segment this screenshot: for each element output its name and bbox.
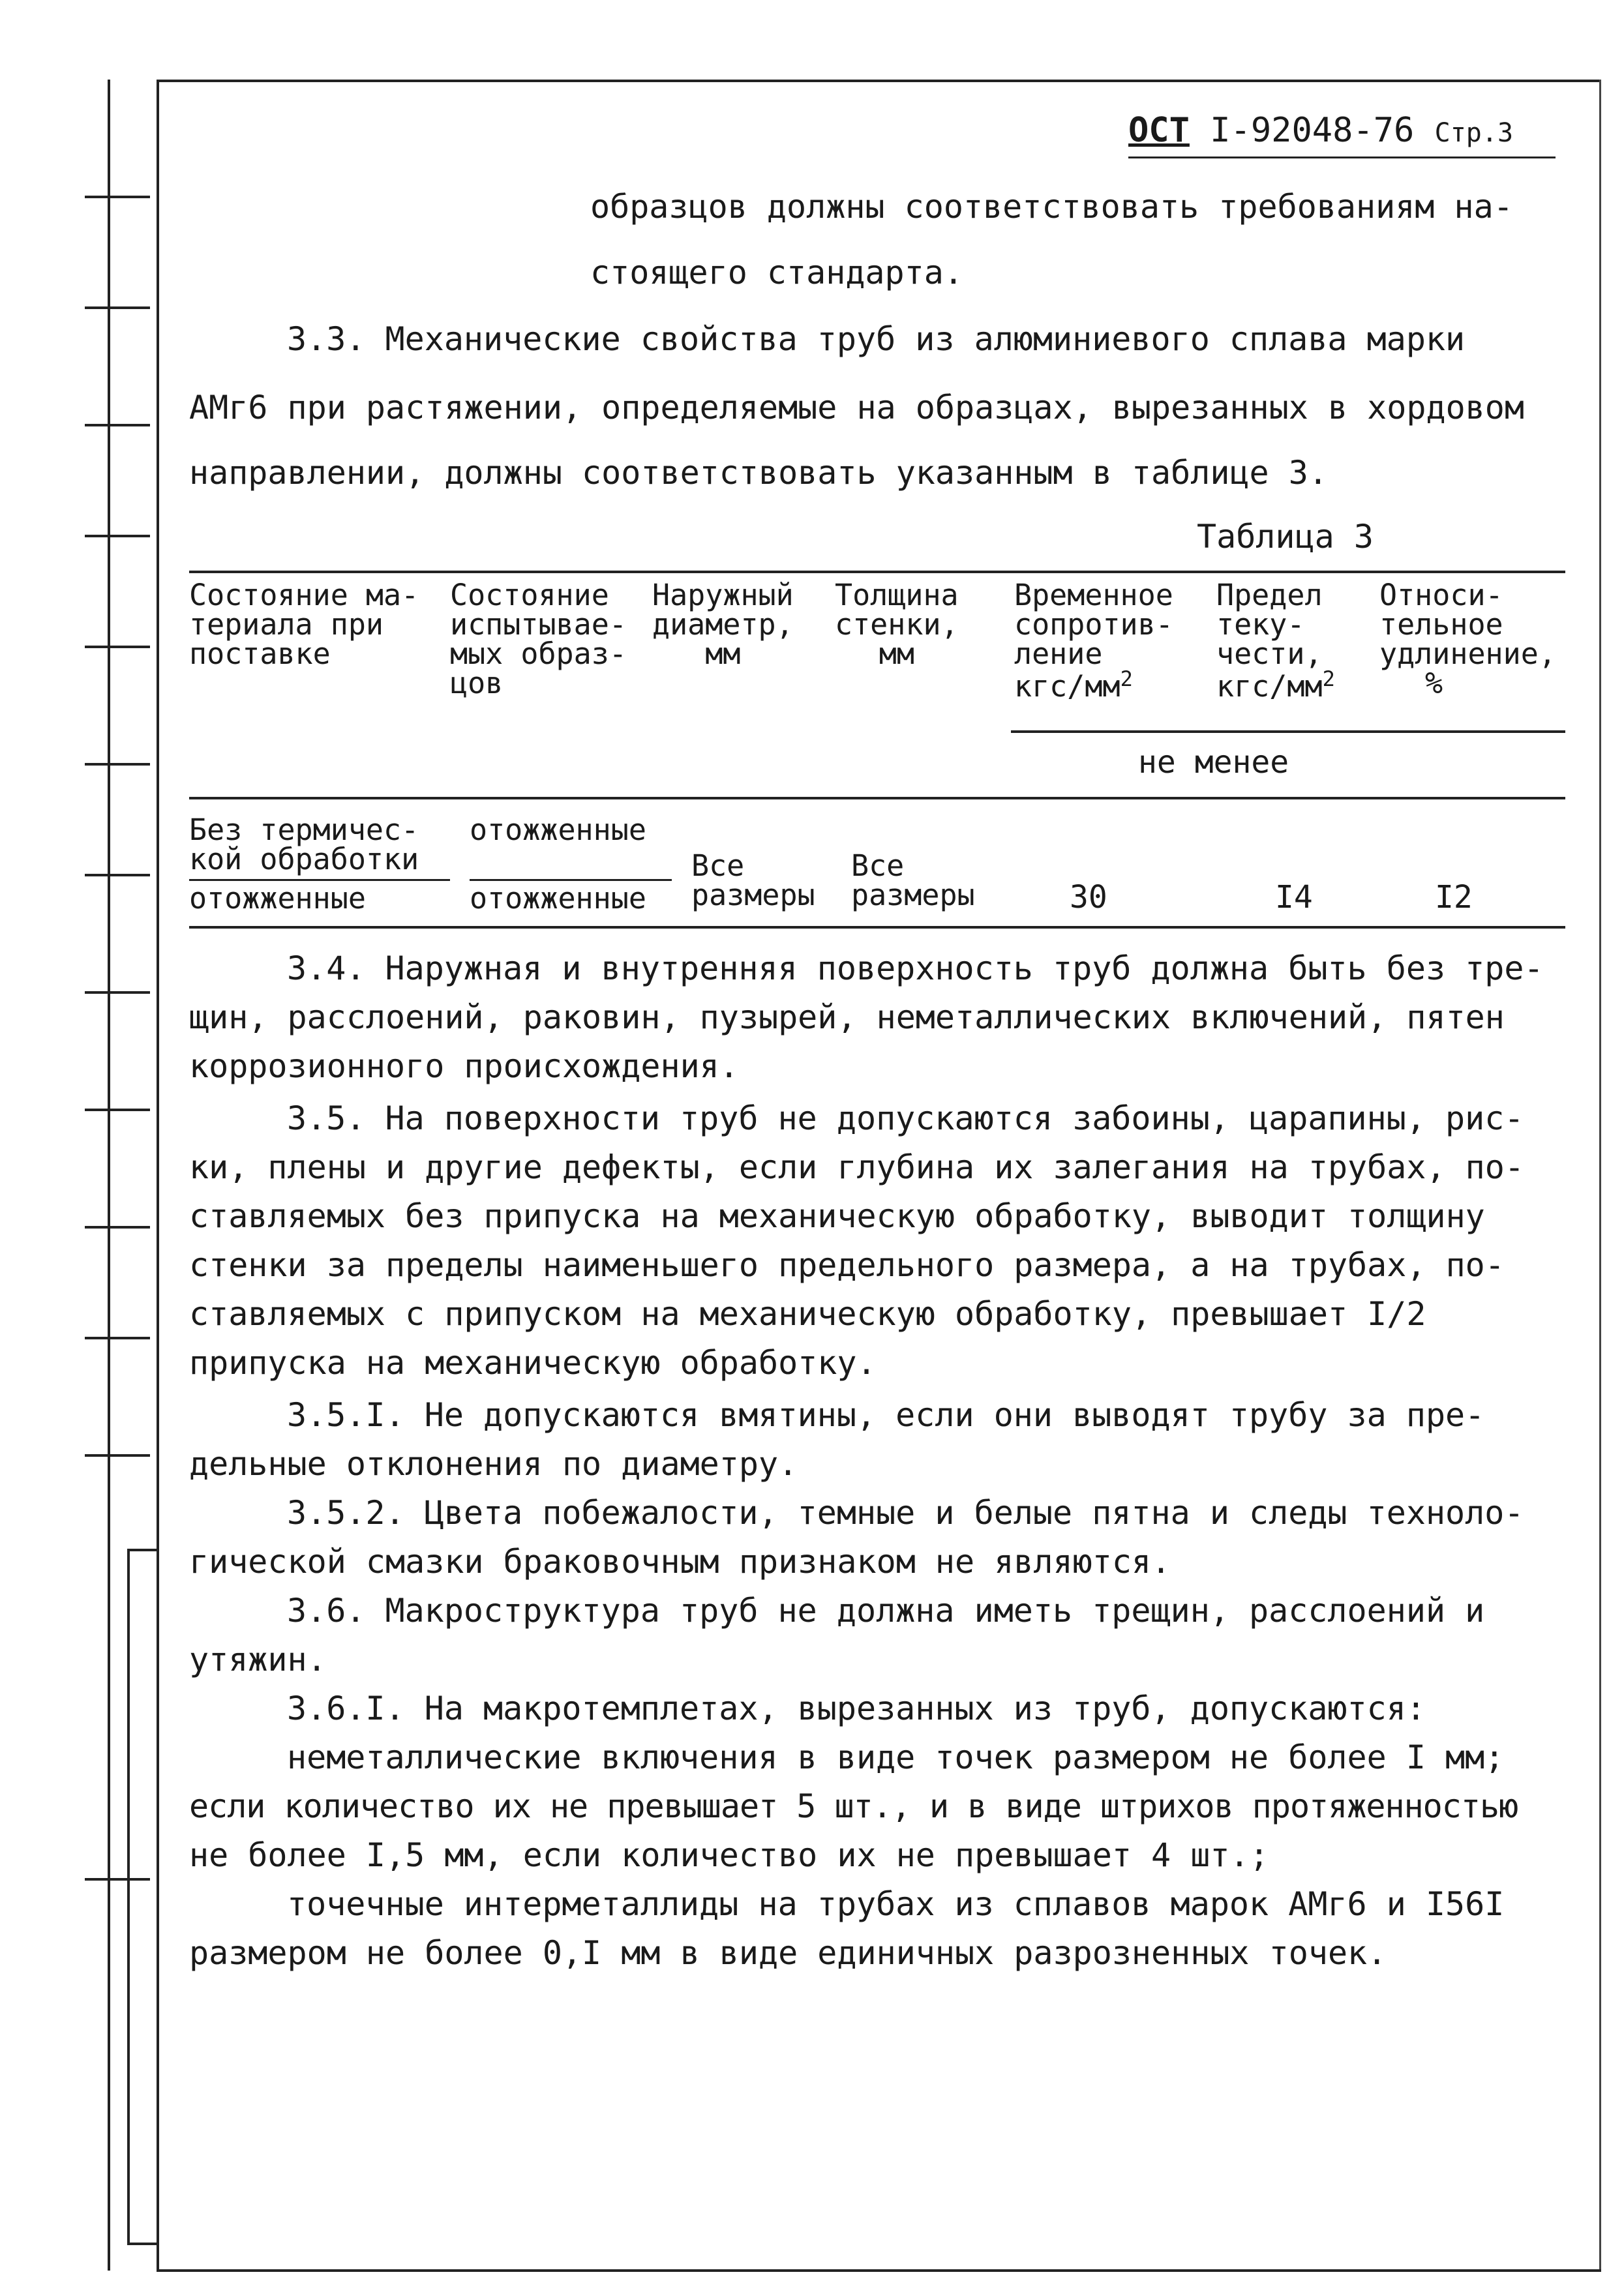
header-col-tensile-strength: Временное сопротив- ление кгс/$мм^2$	[1014, 578, 1173, 704]
header-underline	[1128, 157, 1556, 158]
frame-right-border	[1599, 80, 1601, 2271]
text-line: ставляемых с припуском на механическую обработку, превышает I/2	[189, 1295, 1426, 1333]
row2-material-state: отожженные	[189, 881, 366, 916]
text-line: гической смазки браковочным признаком не являются.	[189, 1543, 1171, 1581]
text-line: дельные отклонения по диаметру.	[189, 1445, 798, 1483]
text-line: стоящего стандарта.	[590, 254, 963, 291]
margin-tick	[85, 874, 150, 876]
row1-sample-state: отожженные	[470, 813, 646, 847]
margin-tick	[85, 763, 150, 766]
text-line: 3.5.I. Не допускаются вмятины, если они выводят трубу за пре-	[287, 1396, 1485, 1434]
margin-tick	[85, 535, 150, 537]
text-line: 3.6. Макроструктура труб не должна иметь трещин, расслоений и	[287, 1592, 1485, 1630]
header-col-sample-state: Состояние испытывае- мых образ- цов	[450, 578, 627, 700]
table-title: Таблица 3	[1197, 518, 1374, 556]
subheader-min: не менее	[1138, 744, 1289, 781]
text-line: ставляемых без припуска на механическую обработку, выводит толщину	[189, 1197, 1485, 1235]
text-line: размером не более 0,I мм в виде единичных разрозненных точек.	[189, 1934, 1387, 1972]
text-line: не более I,5 мм, если количество их не превышает 4 шт.;	[189, 1836, 1269, 1874]
text-line: направлении, должны соответствовать указанным в таблице 3.	[189, 454, 1328, 492]
margin-tick	[85, 1337, 150, 1339]
margin-tick	[85, 424, 150, 426]
margin-tick	[85, 1878, 150, 1881]
text-line: щин, расслоений, раковин, пузырей, неметаллических включений, пятен	[189, 998, 1505, 1036]
subheader-rule	[1011, 730, 1565, 733]
text-line: образцов должны соответствовать требованиям на-	[590, 188, 1513, 226]
text-line: коррозионного происхождения.	[189, 1047, 739, 1085]
frame-bottom-border	[157, 2269, 1601, 2272]
header-col-material-state: Состояние ма- териала при поставке	[189, 578, 419, 671]
cell-diameter-all: Все размеры	[691, 848, 815, 912]
text-line: 3.5.2. Цвета побежалости, темные и белые пятна и следы техноло-	[287, 1494, 1524, 1532]
value-yield-strength: I4	[1275, 879, 1313, 916]
standard-code: ОСТ	[1128, 111, 1190, 150]
margin-tick	[85, 646, 150, 648]
value-tensile-strength: 30	[1070, 879, 1107, 916]
header-col-yield-strength: Предел теку- чести, кгс/$мм^2$	[1216, 578, 1335, 704]
text-line: если количество их не превышает 5 шт., и в виде штрихов протяженностью	[189, 1787, 1518, 1825]
margin-tick	[85, 1109, 150, 1111]
text-line: АМг6 при растяжении, определяемые на образцах, вырезанных в хордовом	[189, 389, 1524, 426]
text-line: точечные интерметаллиды на трубах из сплавов марок АМг6 и I56I	[287, 1885, 1505, 1923]
text-line: 3.5. На поверхности труб не допускаются забоины, царапины, рис-	[287, 1099, 1524, 1137]
text-line: утяжин.	[189, 1641, 327, 1678]
text-line: припуска на механическую обработку.	[189, 1344, 877, 1382]
table-bottom-rule	[189, 926, 1565, 929]
standard-number: I-92048-76	[1210, 111, 1415, 150]
document-header	[1128, 111, 1513, 150]
row1-material-state: Без термичес- кой обработки	[189, 813, 419, 876]
value-elongation: I2	[1435, 879, 1473, 916]
text-line: 3.4. Наружная и внутренняя поверхность труб должна быть без тре-	[287, 949, 1544, 987]
row2-sample-state: отожженные	[470, 881, 646, 916]
frame-top-border	[157, 80, 1601, 82]
text-line: неметаллические включения в виде точек размером не более I мм;	[287, 1738, 1505, 1776]
text-line: ки, плены и другие дефекты, если глубина их залегания на трубах, по-	[189, 1148, 1524, 1186]
header-bottom-rule	[189, 797, 1565, 799]
text-line: стенки за пределы наименьшего предельного размера, а на трубах, по-	[189, 1246, 1505, 1284]
page-label: Стр.	[1434, 118, 1497, 148]
header-col-elongation: Относи- тельное удлинение, %	[1379, 578, 1556, 700]
header-col-outer-diameter: Наружный диаметр, мм	[652, 578, 794, 671]
cell-thickness-all: Все размеры	[851, 848, 975, 912]
binding-margin-box	[127, 1549, 159, 2245]
text-line: 3.3. Механические свойства труб из алюминиевого сплава марки	[287, 320, 1466, 358]
margin-tick	[85, 1226, 150, 1229]
margin-tick	[85, 991, 150, 994]
margin-tick	[85, 196, 150, 198]
margin-tick	[85, 306, 150, 309]
page-number: 3	[1497, 118, 1514, 148]
table-top-rule	[189, 571, 1565, 573]
header-col-wall-thickness: Толщина стенки, мм	[835, 578, 959, 671]
margin-tick	[85, 1454, 150, 1457]
text-line: 3.6.I. На макротемплетах, вырезанных из труб, допускаются:	[287, 1690, 1426, 1727]
